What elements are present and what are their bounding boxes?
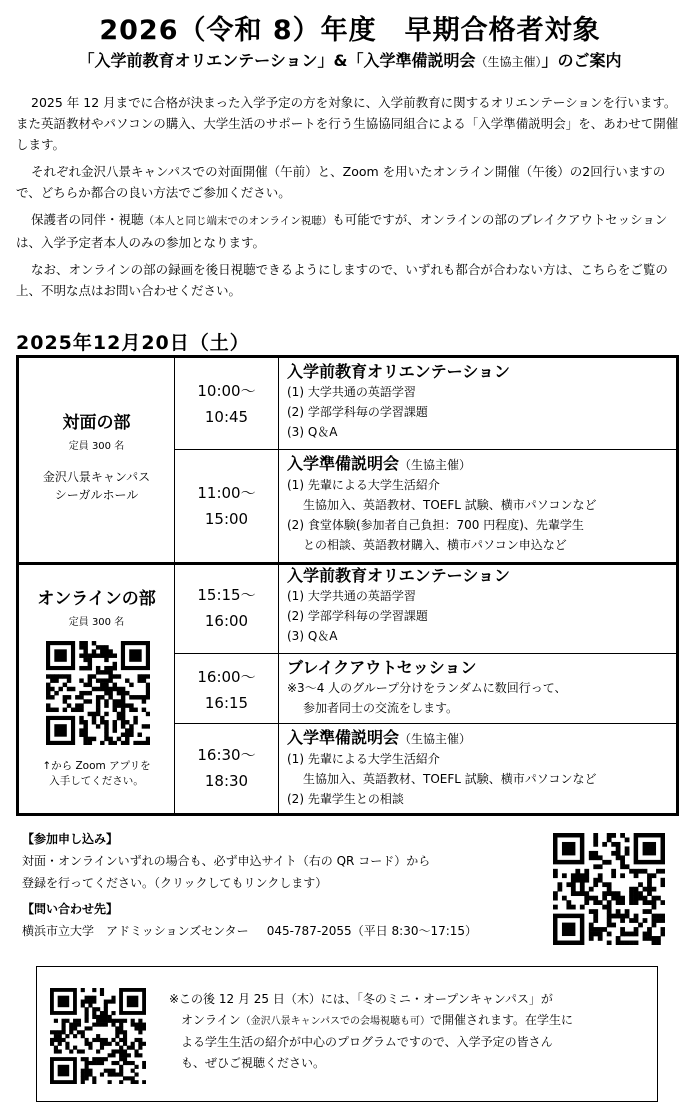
open-campus-notice: ※この後 12 月 25 日（木）には、「冬のミニ・オープンキャンパス」が オンライン（金沢八景キャンパスでの会場視聴も可）で開催されます。在学生に よる学生生活の紹介が中心のプログラムですので、入学予定の皆さん も、ぜひご視聴ください。 xyxy=(36,966,658,1102)
application-section: 【参加申し込み】 対面・オンラインいずれの場合も、必ず申込サイト（右の QR コード）から 登録を行ってください。（クリックしてもリンクします） 【問い合わせ先】 横浜市立大学 アドミッションズセンター 045-787-2055（平日 8:30〜17:15） xyxy=(22,828,542,942)
intro-paragraph: 保護者の同伴・視聴（本人と同じ端末でのオンライン視聴）も可能ですが、オンラインの部のブレイクアウトセッションは、入学予定者本人のみの参加となります。 xyxy=(16,212,668,250)
table-divider xyxy=(278,358,279,813)
program-orientation: 入学前教育オリエンテーション (1) 大学共通の英語学習 (2) 学部学科毎の学習課題 (3) Q＆A xyxy=(287,362,511,439)
registration-qr-code[interactable] xyxy=(552,832,666,946)
program-orientation: 入学前教育オリエンテーション (1) 大学共通の英語学習 (2) 学部学科毎の学習課題 (3) Q＆A xyxy=(287,566,511,643)
program-prep-briefing: 入学準備説明会（生協主催） (1) 先輩による大学生活紹介 生協加入、英語教材、TOEFL 試験、横市パソコンなど (2) 先輩学生との相談 xyxy=(287,728,597,806)
in-person-venue: 対面の部 定員 300 名 金沢八景キャンパス シーガルホール xyxy=(42,413,151,502)
table-divider xyxy=(174,723,676,724)
schedule-table xyxy=(16,355,679,816)
table-divider xyxy=(174,449,676,450)
intro-paragraph: それぞれ金沢八景キャンパスでの対面開催（午前）と、Zoom を用いたオンライン開催（午後）の2回行いますので、どちらか都合の良い方法でご参加ください。 xyxy=(16,164,666,200)
time-slot: 16:00〜 16:15 xyxy=(197,668,256,712)
intro-paragraph: 2025 年 12 月までに合格が決まった入学予定の方を対象に、入学前教育に関するオリエンテーションを行います。また英語教材やパソコンの購入、大学生活のサポートを行う生協協同組合による「入学準備説明会」を、あわせて開催します。 xyxy=(16,95,679,152)
time-slot: 10:00〜 10:45 xyxy=(197,382,256,426)
event-date: 2025年12月20日（土） xyxy=(16,332,250,354)
program-breakout: ブレイクアウトセッション ※3〜4 人のグループ分けをランダムに数回行って、 参加者同士の交流をします。 xyxy=(287,658,567,715)
time-slot: 11:00〜 15:00 xyxy=(197,484,256,528)
time-slot: 16:30〜 18:30 xyxy=(197,746,256,790)
intro-paragraph: なお、オンラインの部の録画を後日視聴できるようにしますので、いずれも都合が合わない方は、こちらをご覧の上、不明な点はお問い合わせください。 xyxy=(16,262,668,298)
open-campus-qr-code[interactable] xyxy=(49,987,147,1085)
zoom-app-qr-code[interactable] xyxy=(45,640,151,746)
page-title: 2026（令和 8）年度 早期合格者対象 xyxy=(99,15,601,46)
program-prep-briefing: 入学準備説明会（生協主催） (1) 先輩による大学生活紹介 生協加入、英語教材、TOEFL 試験、横市パソコンなど (2) 食堂体験(参加者自己負担：700 円程度)、先輩学生 との相談、英語教材購入、横市パソコン申込など xyxy=(287,454,597,552)
zoom-note: ↑から Zoom アプリを 入手してください。 xyxy=(42,760,151,787)
contact-info: 横浜市立大学 アドミッションズセンター 045-787-2055（平日 8:30〜17:15） xyxy=(22,924,478,938)
intro-text xyxy=(16,92,684,307)
section-separator xyxy=(19,562,676,565)
time-slot: 15:15〜 16:00 xyxy=(197,586,256,630)
page-subtitle: 「入学前教育オリエンテーション」&「入学準備説明会（生協主催）」のご案内 xyxy=(78,51,622,70)
table-divider xyxy=(174,653,676,654)
online-venue: オンラインの部 定員 300 名 xyxy=(37,589,156,628)
